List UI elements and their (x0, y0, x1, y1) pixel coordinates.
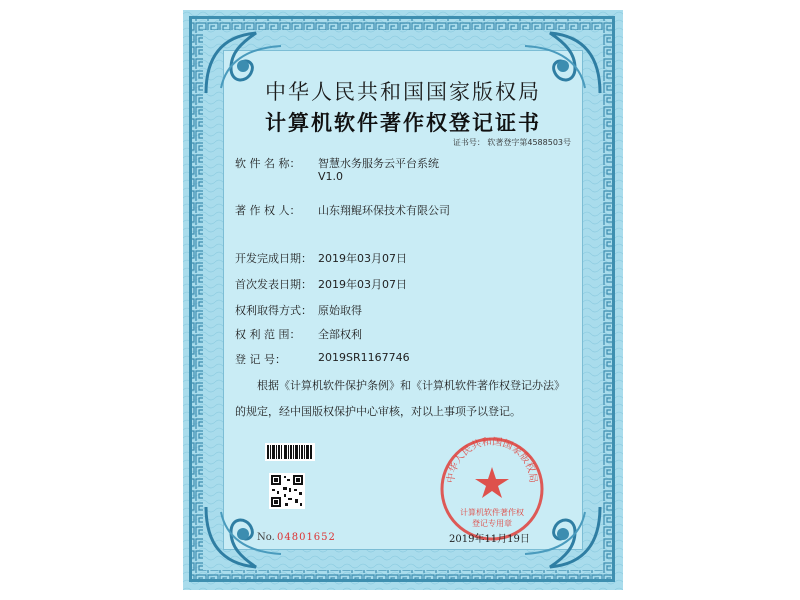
field-label-publish-date: 首次发表日期： (235, 278, 312, 291)
field-value-scope: 全部权利 (318, 328, 362, 341)
statement-text: 根据《计算机软件保护条例》和《计算机软件著作权登记办法》的规定，经中国版权保护中心审核，对以上事项予以登记。 (235, 379, 565, 418)
field-label-scope: 权 利 范 围： (235, 328, 301, 341)
field-label-completion-date: 开发完成日期： (235, 252, 312, 265)
field-label-registration-no: 登 记 号： (235, 353, 286, 366)
svg-text:中华人民共和国国家版权局: 中华人民共和国国家版权局 (445, 436, 539, 484)
field-value-version: V1.0 (318, 170, 344, 183)
field-label-software-name: 软 件 名 称： (235, 157, 301, 170)
field-value-acquisition: 原始取得 (318, 304, 362, 317)
serial-label: No. (257, 532, 275, 543)
issue-date: 2019年11月19日 (449, 534, 530, 545)
serial-number: 04801652 (277, 532, 336, 543)
field-value-completion-date: 2019年03月07日 (318, 252, 407, 265)
field-value-software-name: 智慧水务服务云平台系统 (318, 157, 439, 170)
certificate-number: 证书号： 软著登字第4588503号 (452, 138, 571, 147)
field-label-acquisition: 权利取得方式： (235, 304, 312, 317)
field-value-publish-date: 2019年03月07日 (318, 278, 407, 291)
svg-text:登记专用章: 登记专用章 (472, 519, 512, 528)
qr-code-icon (269, 473, 305, 509)
field-value-owner: 山东翔鲲环保技术有限公司 (318, 204, 450, 217)
barcode-icon (265, 443, 315, 461)
svg-text:计算机软件著作权: 计算机软件著作权 (460, 508, 524, 517)
certificate (183, 10, 623, 590)
field-label-owner: 著 作 权 人： (235, 204, 301, 217)
field-value-registration-no: 2019SR1167746 (318, 351, 410, 364)
issuer-title: 中华人民共和国国家版权局 (265, 80, 541, 104)
official-seal-stamp (436, 433, 548, 545)
certificate-title: 计算机软件著作权登记证书 (265, 110, 541, 135)
